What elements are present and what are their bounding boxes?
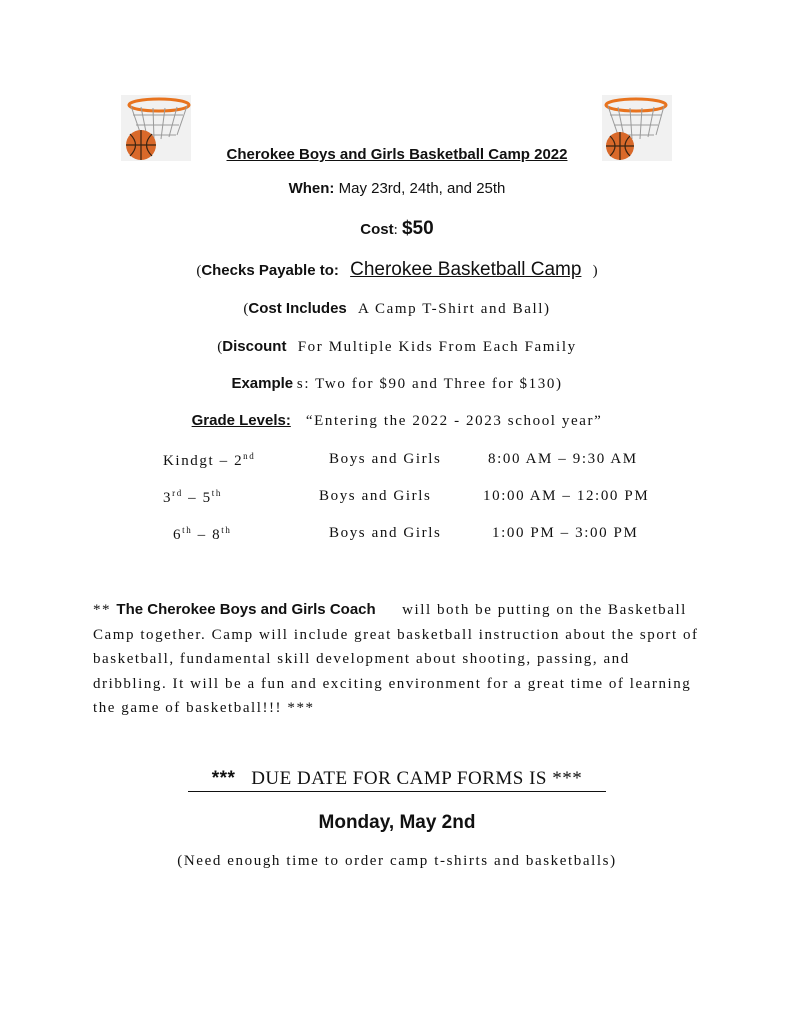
schedule-time: 1:00 PM – 3:00 PM	[492, 525, 639, 541]
when-line	[0, 180, 794, 197]
page-title: Cherokee Boys and Girls Basketball Camp 2022	[226, 146, 568, 163]
grade-levels-label: Grade Levels:	[191, 412, 291, 429]
includes-line	[0, 300, 794, 318]
example-text: s: Two for $90 and Three for $130)	[296, 376, 563, 392]
schedule-grade: 6th – 8th	[173, 525, 232, 543]
discount-label: Discount	[222, 338, 287, 355]
schedule-time: 8:00 AM – 9:30 AM	[488, 451, 638, 467]
when-value: May 23rd, 24th, and 25th	[338, 180, 506, 197]
checks-label: Checks Payable to:	[201, 262, 339, 279]
due-date-heading	[188, 768, 606, 792]
includes-text: A Camp T-Shirt and Ball)	[358, 301, 551, 317]
due-day: Monday, May 2nd	[318, 812, 476, 833]
description-prefix: **	[93, 602, 112, 618]
schedule-time: 10:00 AM – 12:00 PM	[483, 488, 650, 504]
order-note: (Need enough time to order camp t-shirts and basketballs)	[177, 853, 617, 869]
checks-payee: Cherokee Basketball Camp	[350, 259, 582, 280]
due-text: DUE DATE FOR CAMP FORMS IS ***	[251, 768, 583, 789]
discount-text: For Multiple Kids From Each Family	[297, 339, 577, 355]
includes-label: Cost Includes	[248, 300, 347, 317]
camp-description	[93, 598, 705, 721]
cost-label: Cost	[360, 221, 394, 238]
discount-open-paren: (	[217, 339, 223, 355]
schedule-grade: Kindgt – 2nd	[163, 451, 256, 469]
schedule-group: Boys and Girls	[319, 488, 432, 504]
description-coach: The Cherokee Boys and Girls Coach	[116, 601, 376, 618]
grade-levels-line	[0, 412, 794, 430]
example-line	[0, 375, 794, 393]
when-label: When:	[288, 180, 335, 197]
includes-open-paren: (	[243, 301, 249, 317]
discount-line	[0, 338, 794, 356]
cost-separator: :	[393, 222, 398, 238]
grade-levels-text: “Entering the 2022 - 2023 school year”	[305, 413, 603, 429]
schedule-grade: 3rd – 5th	[163, 488, 222, 506]
due-stars: ***	[211, 768, 236, 789]
schedule-group: Boys and Girls	[329, 525, 442, 541]
checks-close-paren: )	[592, 263, 598, 279]
description-body: will both be putting on the Basketball Camp together. Camp will include great basketball instruction about the sport of basketball, fundamental skill development about shooting, passing, and dribbling. It will be a fun and exciting environment for a great time of learning the game of basketball!!! ***	[93, 602, 699, 716]
checks-open-paren: (	[196, 263, 202, 279]
example-label: Example	[231, 375, 294, 392]
cost-line	[0, 218, 794, 240]
checks-line	[0, 259, 794, 281]
schedule-group: Boys and Girls	[329, 451, 442, 467]
cost-amount: $50	[401, 218, 434, 239]
